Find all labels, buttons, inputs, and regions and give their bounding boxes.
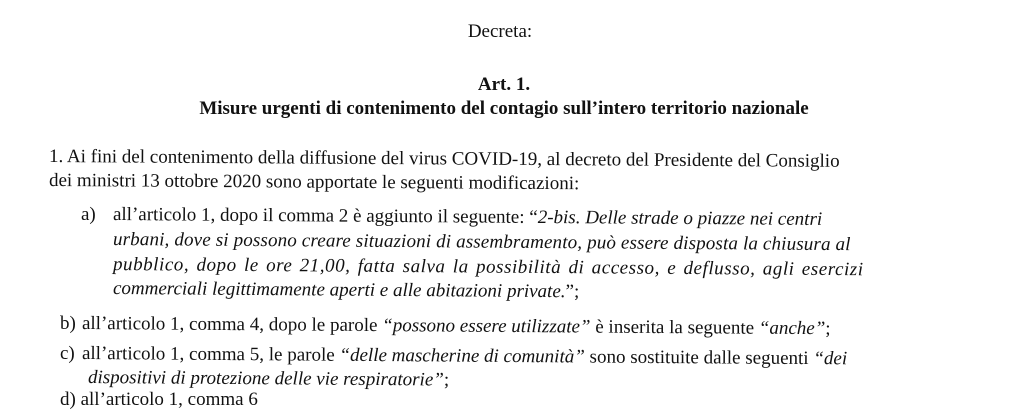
item-c-italic-2: “dei xyxy=(813,348,848,370)
item-c-line-2 xyxy=(88,367,449,392)
item-a-line-2: urbani, dove si possono creare situazioni di assembramento, può essere disposta la chiusura al xyxy=(112,229,851,256)
item-b-letter: b) xyxy=(60,313,76,334)
item-b-italic-2: “anche” xyxy=(758,317,826,340)
item-a-letter: a) xyxy=(81,204,96,225)
paragraph-1-line-2: dei ministri 13 ottobre 2020 sono apportate le seguenti modificazioni: xyxy=(48,170,580,195)
item-c-text-1: all’articolo 1, comma 5, le parole xyxy=(81,343,340,366)
decreta-heading: Decreta: xyxy=(467,21,533,42)
item-a-line-4 xyxy=(113,278,579,303)
item-c-line-2-italic: dispositivi di protezione delle vie respiratorie” xyxy=(87,367,444,391)
paragraph-1-line-1: 1. Ai fini del contenimento della diffusione del virus COVID-19, al decreto del Presidente del Consiglio xyxy=(48,146,840,172)
item-b-line xyxy=(82,313,831,340)
item-a-line-1 xyxy=(113,204,822,231)
item-b-text-1: all’articolo 1, comma 4, dopo le parole xyxy=(81,313,383,337)
article-title: Misure urgenti di contenimento del contagio sull’intero territorio nazionale xyxy=(199,98,809,119)
item-a-line-3: pubblico, dopo le ore 21,00, fatta salva la possibilità di accesso, e deflusso, agli esercizi xyxy=(112,254,864,281)
item-b-text-2: è inserita la seguente xyxy=(590,316,759,339)
item-a-line-4-end: ”; xyxy=(565,281,580,303)
item-c-letter: c) xyxy=(60,343,75,364)
item-b-italic-1: “possono essere utilizzate” xyxy=(382,315,591,338)
item-c-line-2-end: ; xyxy=(443,369,450,391)
article-number: Art. 1. xyxy=(477,74,531,95)
item-a-line-4-italic: commerciali legittimamente aperti e alle abitazioni private. xyxy=(112,278,566,303)
item-c-line-1 xyxy=(82,343,847,370)
item-a-line-1-italic: 2-bis. Delle strade o piazze nei centri xyxy=(537,206,823,230)
item-c-text-2: sono sostituite dalle seguenti xyxy=(584,346,814,370)
item-d-partial xyxy=(60,389,300,410)
item-b-text-3: ; xyxy=(825,318,831,340)
item-c-italic-1: “delle mascherine di comunità” xyxy=(339,344,585,368)
item-a-line-1-text: all’articolo 1, dopo il comma 2 è aggiunto il seguente: “ xyxy=(112,204,538,228)
item-d-partial-text: d) all’articolo 1, comma 6 xyxy=(60,389,258,410)
